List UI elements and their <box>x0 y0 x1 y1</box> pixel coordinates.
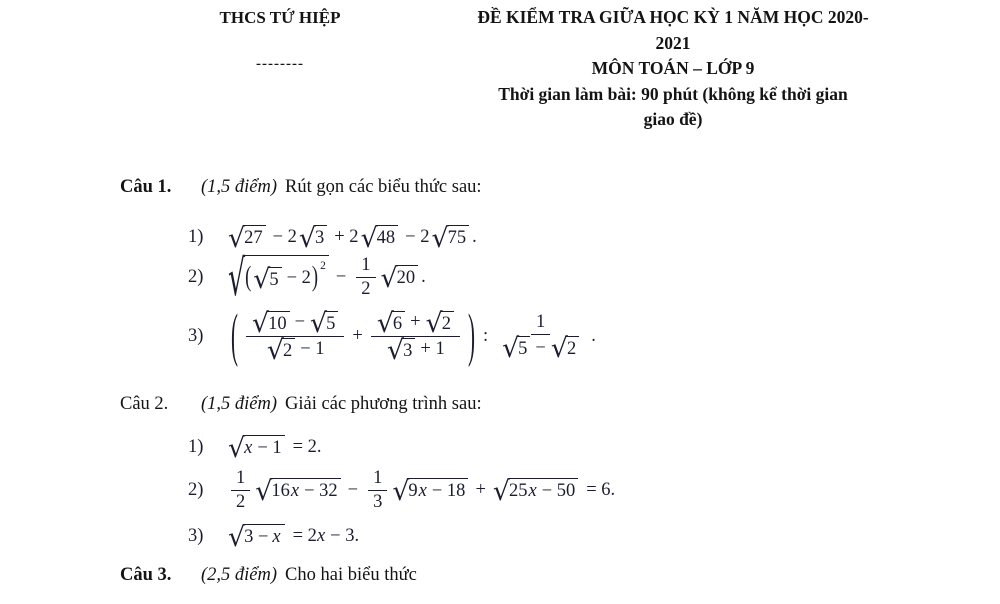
subject-line: MÔN TOÁN – LỚP 9 <box>591 58 755 78</box>
radicand: 5 <box>518 339 528 359</box>
operator: − 2 <box>286 268 311 288</box>
sqrt <box>310 308 338 340</box>
radicand: 20 <box>396 268 416 288</box>
duration-line2: giao đề) <box>643 109 703 129</box>
operator: − 1 <box>300 339 325 359</box>
sqrt-inner <box>253 264 281 296</box>
radical-glyph: √ <box>253 264 271 296</box>
radical-glyph: √ <box>228 222 246 254</box>
radical-glyph: √ <box>360 222 378 254</box>
operator: + <box>352 325 363 346</box>
radical-glyph: √ <box>550 333 568 365</box>
question-3-intro: Cho hai biểu thức <box>285 565 417 585</box>
variable: x <box>272 527 281 547</box>
question-2-intro: Giải các phương trình sau: <box>285 394 482 414</box>
fraction <box>246 308 344 366</box>
radical-glyph: √ <box>228 432 246 464</box>
denominator: 2 <box>236 491 246 512</box>
sqrt <box>298 222 327 254</box>
operator: − <box>335 266 347 287</box>
radical-glyph: √ <box>228 521 246 553</box>
radical-glyph: √ <box>252 308 270 340</box>
variable: x <box>418 481 427 501</box>
fraction <box>356 255 375 299</box>
operator: − 2 <box>272 226 297 247</box>
equals-part: = 6. <box>586 479 616 500</box>
fraction <box>496 312 585 365</box>
radicand: 27 <box>244 228 263 248</box>
period: . <box>591 325 596 346</box>
radical-glyph: √ <box>310 308 328 340</box>
denominator: 2 <box>361 278 371 299</box>
paren: ( <box>245 262 252 294</box>
sqrt <box>502 333 530 365</box>
radical-glyph: √ <box>255 475 273 507</box>
divider-dashes: -------- <box>256 56 304 72</box>
item-number: 1) <box>188 226 204 247</box>
operator: − 3. <box>330 525 360 546</box>
operator: : <box>482 325 489 346</box>
radical-glyph: √ <box>392 475 410 507</box>
denominator: 3 <box>373 491 383 512</box>
equals-part: = 2. <box>292 436 322 457</box>
operator: − 2 <box>405 226 430 247</box>
question-3-points: (2,5 điểm) <box>201 565 278 585</box>
superscript: 2 <box>320 259 326 272</box>
radical-glyph: √ <box>387 334 405 366</box>
numerator: 1 <box>368 468 387 491</box>
operator: − 32 <box>304 481 338 501</box>
formula-2-1 <box>188 430 322 464</box>
big-paren: ) <box>467 301 475 369</box>
sqrt <box>255 475 340 507</box>
radicand: 2 <box>441 313 451 334</box>
sqrt <box>228 222 266 254</box>
operator: − <box>347 479 359 500</box>
sqrt <box>228 432 285 464</box>
question-2-label: Câu 2. <box>120 394 169 414</box>
radical-glyph: √ <box>425 308 443 340</box>
coefficient: 9 <box>408 481 418 501</box>
sqrt <box>387 334 415 366</box>
formula-2-2 <box>188 462 615 518</box>
radical-glyph: √ <box>298 222 316 254</box>
sqrt-outer <box>228 250 329 308</box>
operator: − 1 <box>257 438 282 458</box>
exam-title-line2: 2021 <box>655 32 691 53</box>
sqrt <box>550 333 579 365</box>
period: . <box>421 266 426 287</box>
numerator: 1 <box>356 255 375 278</box>
question-1-label: Câu 1. <box>120 177 172 197</box>
variable: x <box>528 481 537 501</box>
formula-1-1 <box>188 220 477 254</box>
question-1-heading <box>120 177 482 198</box>
radicand: 5 <box>326 313 336 334</box>
variable: x <box>290 481 300 501</box>
radicand: 2 <box>282 340 293 361</box>
fraction <box>231 468 250 512</box>
big-paren: ( <box>231 301 238 369</box>
radical-glyph: √ <box>431 222 449 254</box>
formula-1-2 <box>188 250 426 308</box>
coefficient: 16 <box>271 481 290 501</box>
school-name: THCS TỨ HIỆP <box>219 8 341 27</box>
sqrt <box>252 308 290 340</box>
exam-header <box>448 5 898 133</box>
question-2-points: (1,5 điểm) <box>201 394 278 414</box>
period: . <box>472 226 477 247</box>
item-number: 1) <box>188 436 204 457</box>
fraction <box>368 468 387 512</box>
variable: x <box>244 438 253 458</box>
numerator: 1 <box>536 312 546 333</box>
operator: + 2 <box>334 226 359 247</box>
operand: 3 − <box>244 527 269 547</box>
operator: − 50 <box>541 481 576 501</box>
radicand: 10 <box>268 313 287 334</box>
sqrt <box>228 521 285 553</box>
operator: − <box>535 337 546 358</box>
radicand: 2 <box>566 339 577 359</box>
formula-2-3 <box>188 518 359 554</box>
radical-glyph: √ <box>492 475 510 507</box>
item-number: 3) <box>188 325 204 346</box>
sqrt <box>431 222 469 254</box>
sqrt <box>492 475 578 507</box>
question-1-intro: Rút gọn các biểu thức sau: <box>285 177 482 197</box>
radicand: 6 <box>392 313 403 334</box>
numerator: 1 <box>231 468 250 491</box>
exam-title-line1: ĐỀ KIỂM TRA GIỮA HỌC KỲ 1 NĂM HỌC 2020- <box>477 7 869 27</box>
sqrt <box>392 475 468 507</box>
radicand: 3 <box>403 340 413 361</box>
question-2-heading <box>120 394 482 415</box>
sqrt <box>425 308 454 340</box>
operator: + <box>410 312 421 333</box>
sqrt <box>376 308 405 340</box>
duration-line1: Thời gian làm bài: 90 phút (không kể thời gian <box>498 83 848 104</box>
radical-glyph: √ <box>502 333 520 365</box>
radicand: 3 <box>315 228 325 248</box>
radical-glyph: √ <box>376 308 394 340</box>
operator: + <box>475 479 486 500</box>
paren: ) <box>311 262 319 294</box>
operator: − <box>294 312 306 333</box>
variable: x <box>316 525 326 546</box>
question-3-heading <box>120 565 417 586</box>
coefficient: 25 <box>508 481 528 501</box>
item-number: 3) <box>188 525 204 546</box>
radicand: 48 <box>376 228 396 248</box>
radical-glyph: √ <box>380 262 398 294</box>
question-1-points: (1,5 điểm) <box>201 177 278 197</box>
sqrt <box>380 262 419 294</box>
radical-glyph: √ <box>228 250 246 308</box>
radicand: 75 <box>447 228 467 248</box>
operator: − 18 <box>431 481 466 501</box>
question-3-label: Câu 3. <box>120 565 172 585</box>
fraction <box>371 308 460 366</box>
radical-glyph: √ <box>266 334 284 366</box>
item-number: 2) <box>188 266 204 287</box>
radicand: 5 <box>269 269 279 290</box>
operator: + 1 <box>420 339 445 359</box>
item-number: 2) <box>188 479 204 500</box>
sqrt <box>266 334 295 366</box>
equals-part: = 2 <box>292 525 317 546</box>
sqrt <box>360 222 399 254</box>
formula-1-3 <box>188 302 596 370</box>
